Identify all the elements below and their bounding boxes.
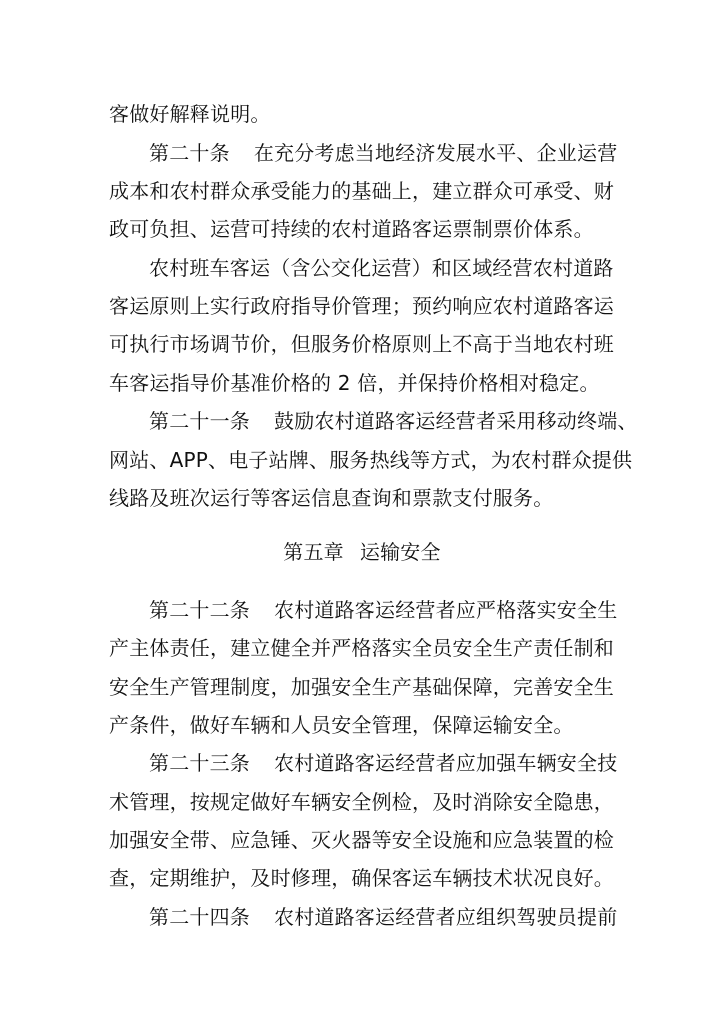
article-22-first-line — [149, 596, 724, 624]
text-line — [109, 330, 724, 358]
line-text: 可执行市场调节价，但服务价格原则上不高于当地农村班 — [109, 332, 614, 356]
text-line — [109, 369, 724, 397]
text-line — [109, 864, 724, 892]
article-24-first-line — [149, 903, 724, 931]
text-line — [109, 484, 724, 512]
line-text: 产主体责任，建立健全并严格落实全员安全生产责任制和 — [109, 636, 614, 660]
article-heading: 第二十三条 — [149, 751, 250, 775]
text-line — [109, 100, 724, 128]
chapter-number: 第五章 — [283, 540, 344, 564]
text-line — [109, 826, 724, 854]
text-line — [149, 254, 724, 282]
line-text: 农村班车客运（含公交化运营）和区域经营农村道路 — [149, 256, 614, 280]
article-heading: 第二十四条 — [149, 905, 250, 929]
line-text: 产条件，做好车辆和人员安全管理，保障运输安全。 — [109, 713, 574, 737]
text-line — [109, 634, 724, 662]
line-text: 政可负担、运营可持续的农村道路客运票制票价体系。 — [109, 217, 594, 241]
text-line — [109, 215, 724, 243]
article-20-first-line — [149, 139, 724, 167]
chapter-name: 运输安全 — [359, 540, 441, 564]
line-text: 网站、APP、电子站牌、服务热线等方式，为农村群众提供 — [109, 448, 633, 472]
article-21-first-line — [149, 407, 724, 435]
line-text: 农村道路客运经营者应加强车辆安全技 — [274, 751, 618, 775]
article-heading: 第二十一条 — [149, 409, 250, 433]
line-text: 客运原则上实行政府指导价管理；预约响应农村道路客运 — [109, 294, 614, 318]
line-text: 线路及班次运行等客运信息查询和票款支付服务。 — [109, 486, 554, 510]
article-23-first-line — [149, 749, 724, 777]
chapter-title — [0, 538, 724, 566]
line-text: 客做好解释说明。 — [109, 102, 271, 126]
line-text: 查，定期维护，及时修理，确保客运车辆技术状况良好。 — [109, 866, 614, 890]
text-line — [109, 446, 724, 474]
line-text: 在充分考虑当地经济发展水平、企业运营 — [253, 141, 618, 165]
article-heading: 第二十条 — [149, 141, 230, 165]
line-text: 车客运指导价基准价格的 2 倍，并保持价格相对稳定。 — [109, 371, 600, 395]
text-line — [109, 788, 724, 816]
text-line — [109, 673, 724, 701]
line-text: 农村道路客运经营者应组织驾驶员提前 — [274, 905, 618, 929]
text-line — [109, 177, 724, 205]
line-text: 农村道路客运经营者应严格落实安全生 — [274, 598, 618, 622]
text-line — [109, 711, 724, 739]
article-heading: 第二十二条 — [149, 598, 250, 622]
line-text: 成本和农村群众承受能力的基础上，建立群众可承受、财 — [109, 179, 614, 203]
line-text: 术管理，按规定做好车辆安全例检，及时消除安全隐患， — [109, 790, 614, 814]
line-text: 安全生产管理制度，加强安全生产基础保障，完善安全生 — [109, 675, 614, 699]
line-text: 鼓励农村道路客运经营者采用移动终端、 — [274, 409, 638, 433]
text-line — [109, 292, 724, 320]
line-text: 加强安全带、应急锤、灭火器等安全设施和应急装置的检 — [109, 828, 614, 852]
